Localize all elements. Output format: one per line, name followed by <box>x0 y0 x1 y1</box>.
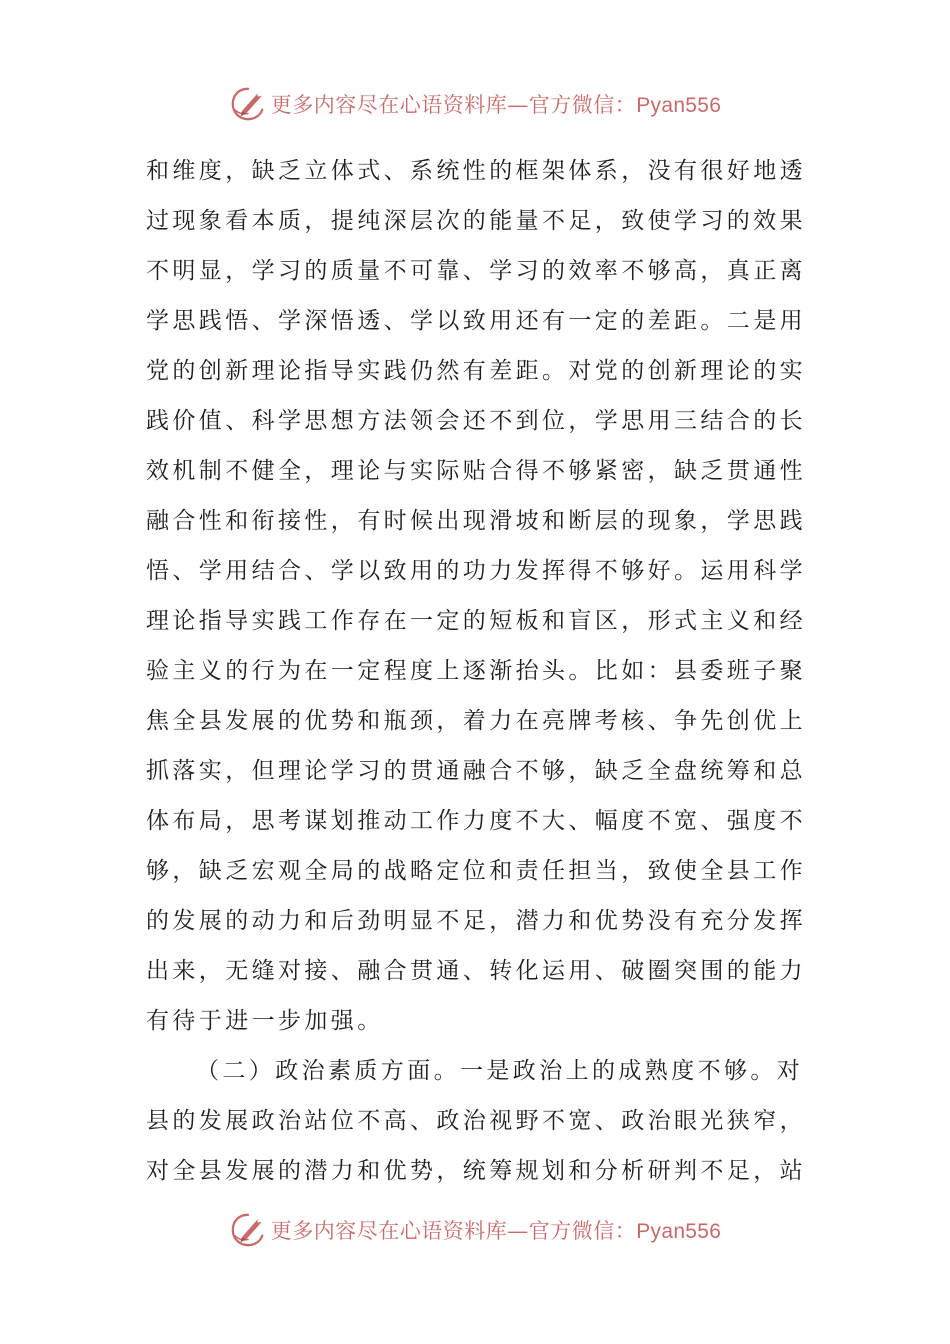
watermark-text: 更多内容尽在心语资料库—官方微信：Pyan556 <box>270 93 722 117</box>
pen-circle-logo-icon <box>229 85 267 123</box>
text-line: 学思践悟、学深悟透、学以致用还有一定的差距。二是用 <box>146 308 806 334</box>
text-line: 融合性和衔接性，有时候出现滑坡和断层的现象，学思践 <box>146 508 806 534</box>
header-watermark <box>0 82 950 126</box>
text-line: 不明显，学习的质量不可靠、学习的效率不够高，真正离 <box>146 258 806 284</box>
text-line: 抓落实，但理论学习的贯通融合不够，缺乏全盘统筹和总 <box>146 758 806 784</box>
text-line: 县的发展政治站位不高、政治视野不宽、政治眼光狭窄， <box>146 1108 806 1134</box>
text-line: 和维度，缺乏立体式、系统性的框架体系，没有很好地透 <box>146 158 806 184</box>
footer-watermark <box>0 1208 950 1252</box>
text-line: 出来，无缝对接、融合贯通、转化运用、破圈突围的能力 <box>146 958 806 984</box>
text-line: 践价值、科学思想方法领会还不到位，学思用三结合的长 <box>146 408 806 434</box>
text-line: 理论指导实践工作存在一定的短板和盲区，形式主义和经 <box>146 608 806 634</box>
text-line: 有待于进一步加强。 <box>146 1008 384 1034</box>
text-line: 过现象看本质，提纯深层次的能量不足，致使学习的效果 <box>146 208 806 234</box>
text-line: 党的创新理论指导实践仍然有差距。对党的创新理论的实 <box>146 358 806 384</box>
text-line: 效机制不健全，理论与实际贴合得不够紧密，缺乏贯通性 <box>146 458 806 484</box>
text-line: 悟、学用结合、学以致用的功力发挥得不够好。运用科学 <box>146 558 806 584</box>
body-text <box>146 146 806 1196</box>
text-line: 的发展的动力和后劲明显不足，潜力和优势没有充分发挥 <box>146 908 806 934</box>
text-line: 对全县发展的潜力和优势，统筹规划和分析研判不足，站 <box>146 1158 806 1184</box>
section-heading-line: （二）政治素质方面。一是政治上的成熟度不够。对 <box>196 1058 804 1084</box>
text-line: 验主义的行为在一定程度上逐渐抬头。比如：县委班子聚 <box>146 658 806 684</box>
text-line: 焦全县发展的优势和瓶颈，着力在亮牌考核、争先创优上 <box>146 708 806 734</box>
text-line: 体布局，思考谋划推动工作力度不大、幅度不宽、强度不 <box>146 808 806 834</box>
text-line: 够，缺乏宏观全局的战略定位和责任担当，致使全县工作 <box>146 858 806 884</box>
watermark-text: 更多内容尽在心语资料库—官方微信：Pyan556 <box>270 1219 722 1243</box>
pen-circle-logo-icon <box>229 1211 267 1249</box>
